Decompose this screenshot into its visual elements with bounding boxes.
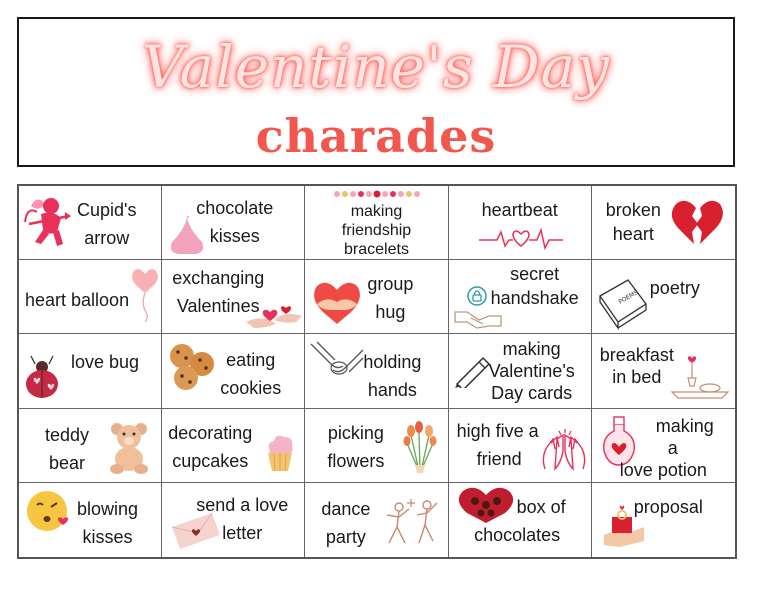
cell-label: send a love letter xyxy=(196,494,289,543)
cell-label: making friendship bracelets xyxy=(341,203,412,258)
cell-proposal[interactable] xyxy=(592,483,735,557)
cell-label: breakfast in bed xyxy=(599,345,674,388)
breakfast-tray-icon xyxy=(670,352,730,402)
cupcake-icon xyxy=(264,433,296,473)
cell-heartbeat[interactable] xyxy=(449,186,592,260)
cell-teddy-bear[interactable] xyxy=(19,409,162,483)
flowers-icon xyxy=(401,415,439,477)
holding-hands-icon xyxy=(309,340,365,384)
cell-label: decorating cupcakes xyxy=(168,422,253,471)
cell-label: love bug xyxy=(71,352,140,373)
cell-box-of-chocolates[interactable] xyxy=(449,483,592,557)
broken-heart-icon xyxy=(670,198,724,246)
title-box xyxy=(17,17,735,167)
handshake-icon xyxy=(453,308,503,330)
page-title: charades xyxy=(255,109,497,163)
cell-high-five[interactable] xyxy=(449,409,592,483)
cell-label: exchanging Valentines xyxy=(172,268,265,317)
cell-decorating-cupcakes[interactable] xyxy=(162,409,305,483)
cell-group-hug[interactable] xyxy=(305,260,448,334)
high-five-icon xyxy=(539,429,589,475)
cell-secret-handshake[interactable] xyxy=(449,260,592,334)
cell-label: heartbeat xyxy=(481,200,558,220)
cell-picking-flowers[interactable] xyxy=(305,409,448,483)
cell-label: eating cookies xyxy=(220,350,282,399)
cell-eating-cookies[interactable] xyxy=(162,334,305,408)
cell-label: teddy bear xyxy=(45,424,90,473)
poems-book-icon xyxy=(596,274,648,330)
bracelet-icon xyxy=(333,190,421,198)
love-letter-icon xyxy=(168,509,224,549)
kissing-face-icon xyxy=(25,489,71,535)
cell-label: blowing kisses xyxy=(77,498,139,547)
cell-love-bug[interactable] xyxy=(19,334,162,408)
charades-grid xyxy=(17,184,737,559)
cell-love-potion[interactable] xyxy=(592,409,735,483)
love-bug-icon xyxy=(23,354,63,400)
cell-love-letter[interactable] xyxy=(162,483,305,557)
cupid-icon xyxy=(23,192,75,250)
cell-exchanging-valentines[interactable] xyxy=(162,260,305,334)
pencil-card-icon xyxy=(453,350,493,388)
cell-label: picking flowers xyxy=(327,422,385,471)
cell-label: secret handshake xyxy=(490,264,579,309)
cell-holding-hands[interactable] xyxy=(305,334,448,408)
heart-balloon-icon xyxy=(131,266,159,322)
cell-chocolate-kisses[interactable] xyxy=(162,186,305,260)
cell-label: poetry xyxy=(649,278,700,299)
cell-blowing-kisses[interactable] xyxy=(19,483,162,557)
cell-poetry[interactable] xyxy=(592,260,735,334)
cell-cupids-arrow[interactable] xyxy=(19,186,162,260)
cookies-icon xyxy=(166,342,218,392)
group-hug-icon xyxy=(313,280,361,326)
cell-friendship-bracelets[interactable] xyxy=(305,186,448,260)
cell-label: holding hands xyxy=(363,352,422,401)
cell-label: making Valentine's Day cards xyxy=(488,339,575,404)
cell-label: broken heart xyxy=(605,200,661,244)
dancers-icon xyxy=(383,495,443,551)
cell-label: heart balloon xyxy=(25,290,130,311)
cell-label: dance party xyxy=(321,498,371,547)
cell-label: chocolate kisses xyxy=(196,198,274,246)
cell-label: group hug xyxy=(367,274,414,323)
svg-text:POEMS: POEMS xyxy=(617,289,640,306)
cell-label: making a love potion xyxy=(619,415,714,480)
heartbeat-icon xyxy=(479,226,563,250)
teddy-bear-icon xyxy=(107,421,153,475)
valentine-hands-icon xyxy=(246,302,302,330)
cell-label: high five a friend xyxy=(456,420,539,469)
cell-label: Cupid's arrow xyxy=(77,200,137,248)
cell-dance-party[interactable] xyxy=(305,483,448,557)
cell-valentines-cards[interactable] xyxy=(449,334,592,408)
cell-label: box of chocolates xyxy=(474,496,566,545)
cell-breakfast-in-bed[interactable] xyxy=(592,334,735,408)
lock-icon xyxy=(467,286,487,306)
title-script: Valentine's Day xyxy=(142,33,610,101)
cell-broken-heart[interactable] xyxy=(592,186,735,260)
cell-label: proposal xyxy=(633,496,703,517)
cell-heart-balloon[interactable] xyxy=(19,260,162,334)
